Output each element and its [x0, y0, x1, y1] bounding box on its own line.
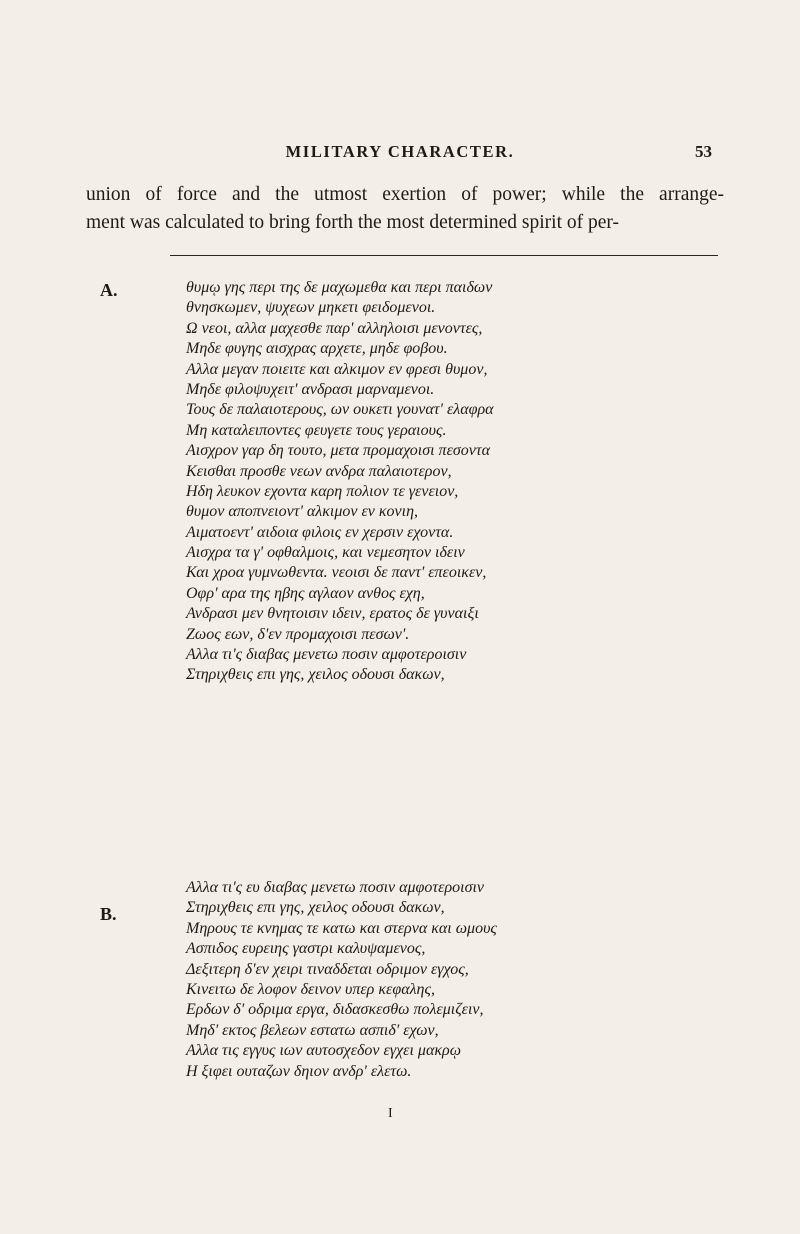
- verse-line: Αισχρα τα γ' οφθαλμοις, και νεμεσητον ιδειν: [186, 544, 465, 562]
- greek-verse-b: [186, 878, 746, 1082]
- verse-line: Αιματοεντ' αιδοια φιλοις εν χερσιν εχοντα.: [186, 523, 454, 541]
- verse-line: Και χροα γυμνωθεντα. νεοισι δε παντ' επεοικεν,: [186, 564, 487, 582]
- running-head: [0, 142, 800, 166]
- verse-line: Δεξιτερη δ'εν χειρι τιναδδεται οδριμον εγχος,: [186, 960, 469, 978]
- section-divider: [170, 255, 718, 256]
- verse-line: Ερδων δ' οδριμα εργα, διδασκεσθω πολεμιζειν,: [186, 1001, 484, 1019]
- verse-line: Μη καταλειποντες φευγετε τους γεραιους.: [186, 421, 447, 439]
- verse-line: θυμῳ γης περι της δε μαχωμεθα και περι παιδων: [186, 279, 493, 296]
- section-label-a: A.: [100, 280, 118, 300]
- greek-verse-a: [186, 278, 746, 686]
- verse-line: θνησκωμεν, ψυχεων μηκετι φειδομενοι.: [186, 299, 436, 317]
- verse-line: Στηριχθεις επι γης, χειλος οδουσι δακων,: [186, 899, 445, 917]
- verse-line: Μηδ' εκτος βελεων εστατω ασπιδ' εχων,: [186, 1021, 439, 1039]
- verse-line: θυμον αποπνειοντ' αλκιμον εν κονιη,: [186, 503, 419, 521]
- verse-line: Κινειτω δε λοφον δεινον υπερ κεφαλης,: [186, 980, 435, 998]
- signature-mark: I: [388, 1106, 394, 1121]
- body-paragraph: [86, 181, 724, 237]
- section-label-b: B.: [100, 904, 117, 924]
- verse-line: Η ξιφει ουταζων δηιον ανδρ' ελετω.: [186, 1062, 412, 1080]
- verse-line: Μηρους τε κνημας τε κατω και στερνα και ωμους: [186, 919, 497, 937]
- verse-line: Ηδη λευκον εχοντα καρη πολιον τε γενειον,: [186, 482, 459, 500]
- verse-line: Αλλα τι'ς διαβας μενετω ποσιν αμφοτεροισιν: [186, 646, 467, 664]
- verse-line: Αλλα τις εγγυς ιων αυτοσχεδον εγχει μακρῳ: [186, 1042, 462, 1060]
- page-number: 53: [695, 142, 712, 161]
- body-line: union of force and the utmost exertion of power; while the arrange-: [86, 184, 724, 205]
- verse-line: Στηριχθεις επι γης, χειλος οδουσι δακων,: [186, 666, 445, 684]
- verse-line: Ω νεοι, αλλα μαχεσθε παρ' αλληλοισι μενοντες,: [186, 319, 483, 337]
- verse-line: Ανδρασι μεν θνητοισιν ιδειν, ερατος δε γυναιξι: [186, 605, 479, 623]
- verse-line: Ασπιδος ευρειης γαστρι καλυψαμενος,: [186, 940, 426, 958]
- verse-line: Τους δε παλαιοτερους, ων ουκετι γουνατ' ελαφρα: [186, 401, 494, 419]
- verse-line: Αλλα τι'ς ευ διαβας μενετω ποσιν αμφοτεροισιν: [186, 879, 484, 896]
- verse-line: Μηδε φυγης αισχρας αρχετε, μηδε φοβου.: [186, 340, 448, 358]
- verse-line: Κεισθαι προσθε νεων ανδρα παλαιοτερον,: [186, 462, 452, 480]
- verse-line: Αισχρον γαρ δη τουτο, μετα προμαχοισι πεσοντα: [186, 442, 490, 460]
- body-line: ment was calculated to bring forth the most determined spirit of per-: [86, 212, 619, 233]
- verse-line: Οφρ' αρα της ηβης αγλαον ανθος εχη,: [186, 584, 425, 602]
- verse-line: Μηδε φιλοψυχειτ' ανδρασι μαρναμενοι.: [186, 380, 435, 398]
- running-title: MILITARY CHARACTER.: [285, 142, 515, 161]
- verse-line: Αλλα μεγαν ποιειτε και αλκιμον εν φρεσι θυμον,: [186, 360, 488, 378]
- verse-line: Ζωος εων, δ'εν προμαχοισι πεσων'.: [186, 625, 410, 643]
